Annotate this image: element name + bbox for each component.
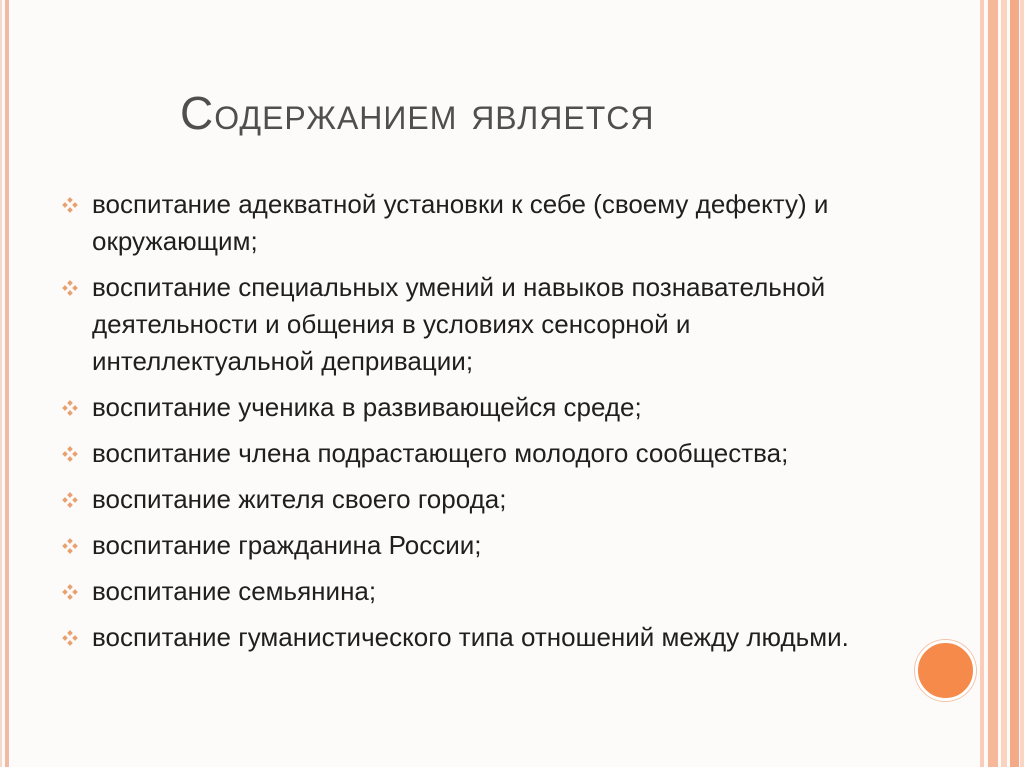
diamond-cluster-icon xyxy=(62,197,78,213)
diamond-cluster-icon xyxy=(62,584,78,600)
bullet-text: воспитание члена подрастающего молодого сообщества; xyxy=(92,438,789,468)
bullet-item xyxy=(62,269,862,380)
bullet-text: воспитание ученика в развивающейся среде; xyxy=(92,392,642,422)
diamond-cluster-icon xyxy=(62,280,78,296)
right-stripe-4 xyxy=(1010,0,1019,767)
diamond-cluster-icon xyxy=(62,446,78,462)
bullet-text: воспитание гражданина России; xyxy=(92,530,482,560)
accent-circle xyxy=(915,640,976,701)
bullet-item xyxy=(62,435,862,472)
bullet-item xyxy=(62,186,862,260)
bullet-text: воспитание гуманистического типа отношений между людьми. xyxy=(92,622,849,652)
bullet-item xyxy=(62,481,862,518)
bullet-text: воспитание жителя своего города; xyxy=(92,484,507,514)
right-stripe-5 xyxy=(1020,0,1024,767)
right-stripe-3 xyxy=(1001,0,1007,767)
diamond-cluster-icon xyxy=(62,492,78,508)
bullet-item xyxy=(62,527,862,564)
bullet-text: воспитание адекватной установки к себе (своему дефекту) и окружающим; xyxy=(92,189,829,256)
left-border-outer xyxy=(0,0,2,767)
diamond-cluster-icon xyxy=(62,400,78,416)
bullet-list xyxy=(62,186,862,665)
bullet-item xyxy=(62,573,862,610)
slide-title: Содержанием является xyxy=(180,87,655,139)
bullet-text: воспитание специальных умений и навыков познавательной деятельности и общения в условиях сенсорной и интеллектуальной депривации; xyxy=(92,272,826,376)
right-stripe-2 xyxy=(988,0,998,767)
diamond-cluster-icon xyxy=(62,630,78,646)
bullet-text: воспитание семьянина; xyxy=(92,576,377,606)
left-border xyxy=(5,0,9,767)
diamond-cluster-icon xyxy=(62,538,78,554)
bullet-item xyxy=(62,389,862,426)
bullet-item xyxy=(62,619,862,656)
right-stripe-1 xyxy=(980,0,984,767)
